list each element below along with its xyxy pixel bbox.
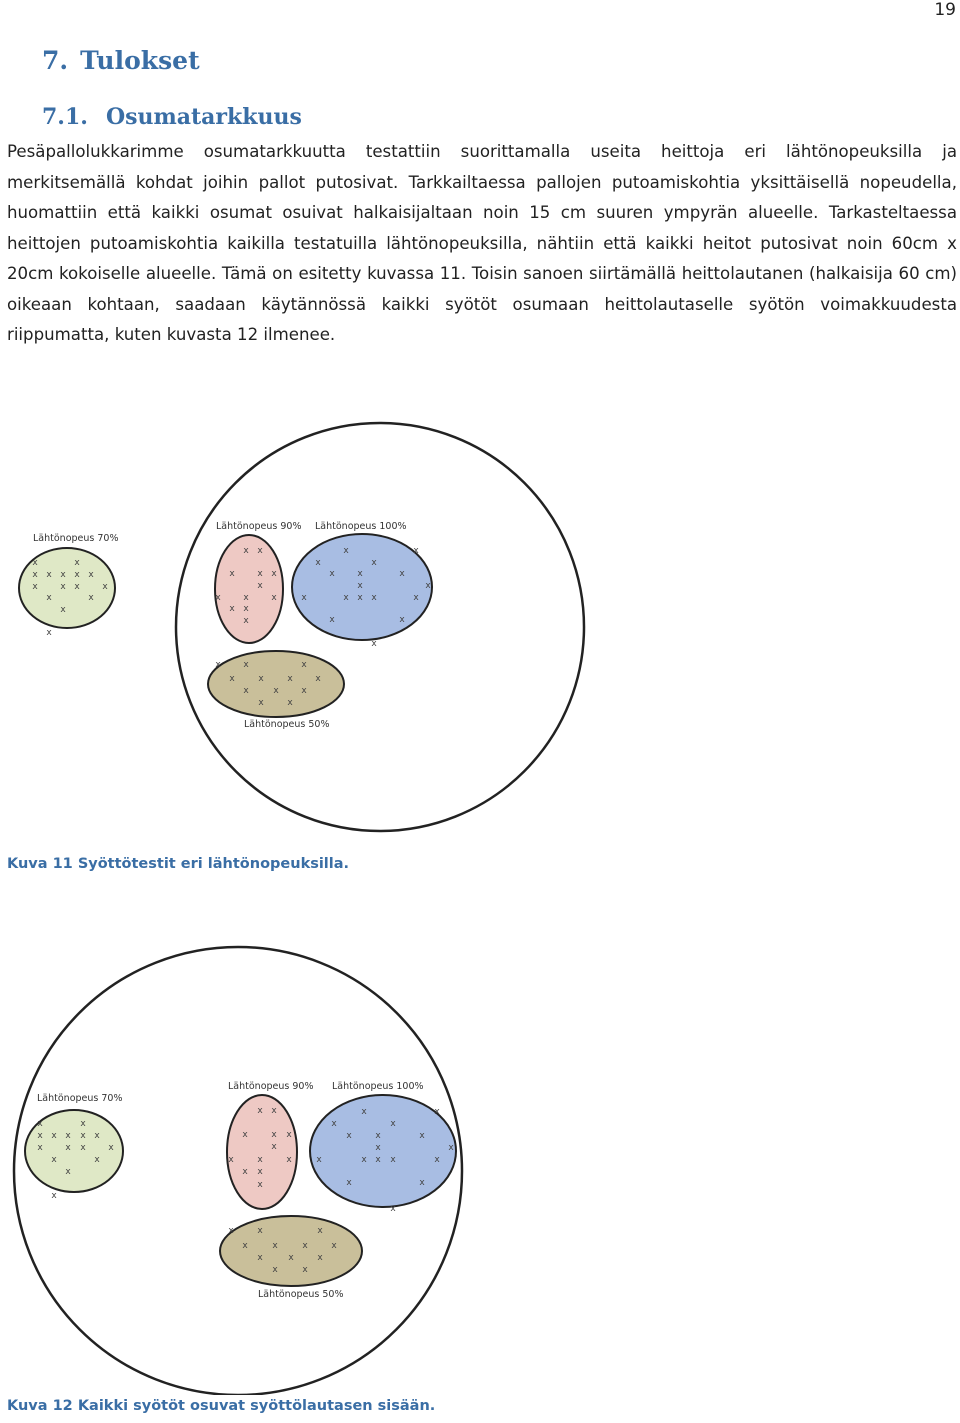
hit-marker: x: [74, 570, 80, 580]
hit-marker: x: [361, 1107, 367, 1117]
hit-marker: x: [51, 1155, 57, 1165]
hit-marker: x: [271, 593, 277, 603]
hit-marker: x: [32, 582, 38, 592]
hit-marker: x: [302, 1241, 308, 1251]
hit-marker: x: [272, 1265, 278, 1275]
hit-marker: x: [425, 581, 431, 591]
label-speed70: Lähtönopeus 70%: [33, 533, 119, 544]
hit-marker: x: [413, 546, 419, 556]
hit-marker: x: [243, 593, 249, 603]
hit-marker: x: [94, 1155, 100, 1165]
hit-marker: x: [317, 1253, 323, 1263]
hit-marker: x: [32, 570, 38, 580]
hit-marker: x: [108, 1143, 114, 1153]
hit-marker: x: [94, 1131, 100, 1141]
hit-marker: x: [315, 674, 321, 684]
hit-marker: x: [243, 686, 249, 696]
hit-marker: x: [258, 674, 264, 684]
hit-marker: x: [229, 674, 235, 684]
label-speed100: Lähtönopeus 100%: [332, 1081, 424, 1092]
hit-marker: x: [315, 558, 321, 568]
hit-marker: x: [229, 569, 235, 579]
hit-marker: x: [80, 1143, 86, 1153]
hit-marker: x: [390, 1155, 396, 1165]
hit-marker: x: [399, 615, 405, 625]
hit-marker: x: [257, 1180, 263, 1190]
hit-marker: x: [390, 1204, 396, 1214]
body-paragraph: Pesäpallolukkarimme osumatarkkuutta testattiin suorittamalla useita heittoja eri lähtönopeuksilla ja merkitsemällä kohdat joihin pallot putosivat. Tarkkailtaessa pallojen putoamiskohtia yksittäisellä nopeudella, huomattiin että kaikki osumat osuivat halkaisijaltaan noin 15 cm suuren ympyrän alueelle. Tarkasteltaessa heittojen putoamiskohtia kaikilla testatuilla lähtönopeuksilla, nähtiin että kaikki heitot putosivat noin 60cm x 20cm kokoiselle alueelle. Tämä on esitetty kuvassa 11. Toisin sanoen siirtämällä heittolautanen (halkaisija 60 cm) oikeaan kohtaan, saadaan käytännössä kaikki syötöt osumaan heittolautaselle syötön voimakkuudesta riippumatta, kuten kuvasta 12 ilmenee.: [7, 142, 957, 344]
hit-marker: x: [88, 570, 94, 580]
hit-marker: x: [215, 660, 221, 670]
hit-marker: x: [243, 604, 249, 614]
hit-marker: x: [375, 1155, 381, 1165]
hit-marker: x: [46, 628, 52, 638]
hit-marker: x: [346, 1131, 352, 1141]
hit-marker: x: [329, 569, 335, 579]
hit-marker: x: [257, 569, 263, 579]
subsection-number: 7.1.: [42, 104, 88, 130]
label-speed100: Lähtönopeus 100%: [315, 521, 407, 532]
hit-marker: x: [301, 593, 307, 603]
hit-marker: x: [60, 582, 66, 592]
hit-marker: x: [357, 569, 363, 579]
hit-marker: x: [434, 1155, 440, 1165]
hit-marker: x: [60, 605, 66, 615]
hit-marker: x: [375, 1143, 381, 1153]
hit-marker: x: [448, 1143, 454, 1153]
hit-marker: x: [357, 593, 363, 603]
hit-marker: x: [375, 1131, 381, 1141]
hit-marker: x: [46, 593, 52, 603]
hit-marker: x: [271, 569, 277, 579]
subsection-heading: [42, 104, 302, 130]
section-number: 7.: [42, 46, 69, 75]
hit-marker: x: [371, 593, 377, 603]
hit-marker: x: [257, 581, 263, 591]
speed50-ellipse: [208, 651, 344, 717]
hit-marker: x: [286, 1130, 292, 1140]
hit-marker: x: [37, 1119, 43, 1129]
hit-marker: x: [361, 1155, 367, 1165]
hit-marker: x: [390, 1119, 396, 1129]
hit-marker: x: [243, 546, 249, 556]
hit-marker: x: [357, 581, 363, 591]
hit-marker: x: [80, 1131, 86, 1141]
hit-marker: x: [242, 1167, 248, 1177]
section-heading: [42, 46, 200, 75]
hit-marker: x: [65, 1143, 71, 1153]
hit-marker: x: [434, 1107, 440, 1117]
hit-marker: x: [37, 1131, 43, 1141]
hit-marker: x: [399, 569, 405, 579]
hit-marker: x: [242, 1241, 248, 1251]
hit-marker: x: [271, 1130, 277, 1140]
hit-marker: x: [316, 1155, 322, 1165]
hit-marker: x: [37, 1143, 43, 1153]
hit-marker: x: [74, 582, 80, 592]
hit-marker: x: [287, 674, 293, 684]
figure-11-diagram: [0, 420, 960, 840]
hit-marker: x: [257, 1253, 263, 1263]
hit-marker: x: [286, 1155, 292, 1165]
hit-marker: x: [343, 593, 349, 603]
hit-marker: x: [419, 1178, 425, 1188]
label-speed90: Lähtönopeus 90%: [216, 521, 302, 532]
hit-marker: x: [215, 593, 221, 603]
hit-marker: x: [287, 698, 293, 708]
hit-marker: x: [257, 1106, 263, 1116]
hit-marker: x: [371, 639, 377, 649]
hit-marker: x: [346, 1178, 352, 1188]
hit-marker: x: [271, 1106, 277, 1116]
hit-marker: x: [343, 546, 349, 556]
hit-marker: x: [331, 1241, 337, 1251]
speed50-ellipse: [220, 1216, 362, 1286]
hit-marker: x: [65, 1167, 71, 1177]
hit-marker: x: [228, 1226, 234, 1236]
hit-marker: x: [243, 660, 249, 670]
hit-marker: x: [51, 1191, 57, 1201]
page-number: 19: [934, 0, 956, 20]
hit-marker: x: [51, 1131, 57, 1141]
hit-marker: x: [419, 1131, 425, 1141]
hit-marker: x: [46, 570, 52, 580]
hit-marker: x: [257, 1155, 263, 1165]
hit-marker: x: [413, 593, 419, 603]
figure-12-caption: Kuva 12 Kaikki syötöt osuvat syöttölautasen sisään.: [7, 1398, 436, 1414]
label-speed90: Lähtönopeus 90%: [228, 1081, 314, 1092]
hit-marker: x: [273, 686, 279, 696]
hit-marker: x: [80, 1119, 86, 1129]
hit-marker: x: [228, 1155, 234, 1165]
hit-marker: x: [32, 558, 38, 568]
subsection-title: Osumatarkkuus: [105, 104, 302, 130]
hit-marker: x: [242, 1130, 248, 1140]
hit-marker: x: [288, 1253, 294, 1263]
hit-marker: x: [302, 1265, 308, 1275]
hit-marker: x: [257, 1226, 263, 1236]
hit-marker: x: [271, 1142, 277, 1152]
hit-marker: x: [102, 582, 108, 592]
section-title: Tulokset: [80, 46, 200, 75]
hit-marker: x: [243, 616, 249, 626]
hit-marker: x: [301, 660, 307, 670]
hit-marker: x: [258, 698, 264, 708]
hit-marker: x: [301, 686, 307, 696]
hit-marker: x: [74, 558, 80, 568]
hit-marker: x: [329, 615, 335, 625]
hit-marker: x: [317, 1226, 323, 1236]
label-speed50: Lähtönopeus 50%: [258, 1289, 344, 1300]
hit-marker: x: [88, 593, 94, 603]
hit-marker: x: [371, 558, 377, 568]
hit-marker: x: [229, 604, 235, 614]
figure-11-caption: Kuva 11 Syöttötestit eri lähtönopeuksilla.: [7, 856, 350, 872]
label-speed70: Lähtönopeus 70%: [37, 1093, 123, 1104]
hit-marker: x: [272, 1241, 278, 1251]
figure-12-diagram: [0, 935, 960, 1395]
hit-marker: x: [331, 1119, 337, 1129]
hit-marker: x: [60, 570, 66, 580]
label-speed50: Lähtönopeus 50%: [244, 719, 330, 730]
hit-marker: x: [257, 1167, 263, 1177]
hit-marker: x: [65, 1131, 71, 1141]
hit-marker: x: [257, 546, 263, 556]
speed90-ellipse: [215, 535, 283, 643]
